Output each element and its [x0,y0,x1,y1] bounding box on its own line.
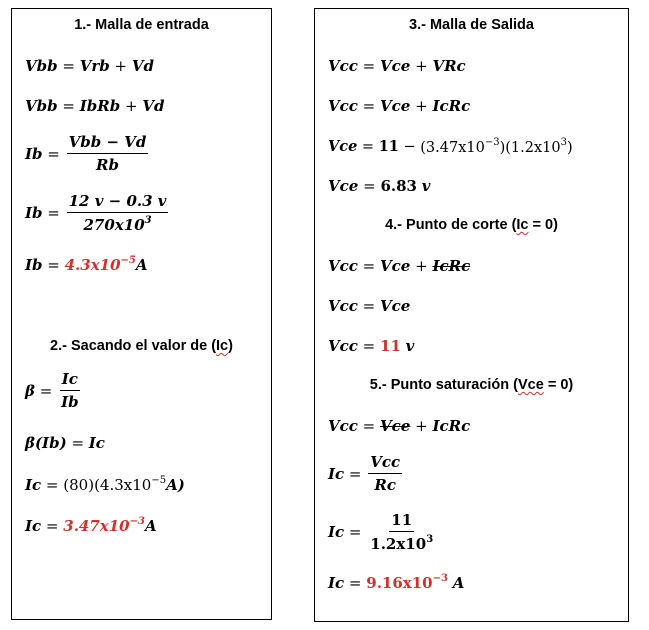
fraction: $\frac{11}{1.2x10^3}$ [370,511,434,553]
fraction: $\frac{12 v - 0.3 v}{270x10^3}$ [68,192,167,234]
section-title-malla-entrada: 1.- Malla de entrada [74,17,209,33]
equation-ic-vcc-rc: Ic = $\frac{\text{Vcc}}{Rc}$ [328,453,401,494]
equation-ib-fraction: Ib = $\frac{\text{Vbb − Vd}}{Rb}$ [25,133,147,174]
equation-vcc-cut-strike: Vcc = Vce + IcRc [328,257,471,275]
equation-vcc-sat-strike: Vcc = Vce + IcRc [328,417,471,435]
equation-vcc-result: Vcc = 11 v [328,337,415,355]
fraction: $\frac{Ic}{Ib}$ [61,370,79,411]
equation-ic-product: Ic = (80) $(4.3x10^{-5}A)$ [25,475,185,494]
equation-vbb-ibrb-vd: Vbb = IbRb + Vd [25,97,165,115]
left-panel [11,8,272,620]
section-title-malla-salida: 3.- Malla de Salida [409,17,534,33]
equation-vcc-vce: Vcc = Vce [328,297,411,315]
equation-ic-sat-result: Ic = $9.16x10^{-3}$ A [328,573,465,592]
equation-vcc-vce-vrc: Vcc = Vce + VRc [328,57,466,75]
equation-beta-ib-ic: β(Ib) = Ic [25,434,105,452]
right-panel [314,8,629,622]
section-title-punto-corte: 4.- Punto de corte (Ic = 0) [385,217,558,233]
equation-ic-numeric-fraction: Ic = $\frac{11}{1.2x10^3}$ [328,511,434,553]
equation-vcc-vce-icrc: Vcc = Vce + IcRc [328,97,471,115]
section-title-punto-saturacion: 5.- Punto saturación (Vce = 0) [369,377,574,393]
equation-ib-result: Ib = $4.3x10^{-5}$ A [25,255,148,274]
section-title-valor-ic: 2.- Sacando el valor de (Ic) [50,338,233,354]
fraction: $\frac{\text{Vcc}}{Rc}$ [370,453,401,494]
equation-ic-result: Ic = $3.47x10^{-3}$ A [25,516,157,535]
equation-beta-fraction: β = $\frac{Ic}{Ib}$ [25,370,79,411]
equation-vce-result: Vce = 6.83 v [328,177,431,195]
equation-ib-numeric-fraction: Ib = $\frac{12 v - 0.3 v}{270x10^3}$ [25,192,167,234]
fraction: $\frac{\text{Vbb − Vd}}{Rb}$ [68,133,147,174]
equation-vbb-vrb-vd: Vbb = Vrb + Vd [25,57,155,75]
equation-vce-substitution: Vce = 11 − $(3.47x10^{-3})$ $(1.2x10^3)$ [328,137,573,156]
